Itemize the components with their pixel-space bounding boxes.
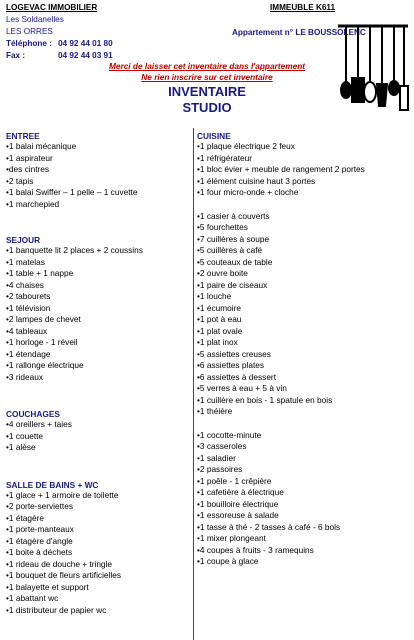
list-item: •1 mixer plongeant [197,533,266,543]
list-item: •1 couette [6,430,44,441]
list-item: •1 balai Swiffer – 1 pelle – 1 cuvette [6,187,138,197]
list-item: •4 coupes à fruits - 3 ramequins [197,544,314,555]
list-item: •1 porte-manteaux [6,524,74,534]
list-item: •5 cuillères à café [197,245,263,255]
list-item: •1 plaque électrique 2 feux [197,141,295,151]
list-item: •6 assiettes plates [197,360,265,370]
list-item: •1 matelas [6,256,45,267]
company-name: LOGEVAC IMMOBILIER [6,3,98,12]
list-item: •1 réfrigérateur [197,152,253,163]
list-item: •1 écumoire [197,302,241,313]
right-column [197,131,365,568]
page-title: INVENTAIRE [168,84,246,99]
fax-value: 04 92 44 03 91 [58,51,113,60]
notice-no-writing: Ne rien inscrire sur cet inventaire [141,72,273,82]
list-item: •6 assiettes à dessert [197,371,276,382]
list-item: •1 essoreuse à salade [197,510,279,520]
list-item: •2 ouvre boite [197,268,248,278]
phone-label: Téléphone : [6,39,52,48]
list-item: •1 rideau de douche + tringle [6,558,113,569]
list-item: •5 couteaux de table [197,256,273,267]
list-item: •1 étagère d'angle [6,535,73,546]
list-item: •1 plat inox [197,337,238,347]
list-item: •1 élément cuisine haut 3 portes [197,175,316,186]
list-item: •1 cocotte-minute [197,429,262,440]
list-item: •1 louche [197,291,232,301]
building-label: IMMEUBLE K611 [270,3,336,12]
list-item: •1 bouquet de fleurs artificielles [6,570,121,580]
list-item: •2 tapis [6,175,34,186]
list-item: •1 aspirateur [6,152,53,163]
list-item: •1 coupe à glace [197,556,259,566]
list-item: •4 oreillers + taies [6,419,72,429]
list-item: •7 cuillères à soupe [197,233,270,244]
list-item: •1 bouilloire électrique [197,498,279,509]
section-heading-entree: ENTREE [6,131,40,141]
list-item: •3 casseroles [197,441,247,451]
section-heading-sejour: SEJOUR [6,235,41,245]
list-item: •4 chaises [6,279,44,290]
list-item: •2 passoires [197,464,243,474]
phone-value: 04 92 44 01 80 [58,39,113,48]
list-item: •1 casier à couverts [197,210,270,221]
list-item: •1 distributeur de papier wc [6,604,107,615]
section-heading-salle-de-bains: SALLE DE BAINS + WC [6,479,99,490]
list-item: •des cintres [6,164,50,174]
list-item: •1 horloge - 1 réveil [6,337,78,347]
list-item: •1 boite à déchets [6,547,73,557]
list-item: •3 rideaux [6,371,44,382]
address-line-2: LES ORRES [6,27,53,36]
list-item: •1 balai mécanique [6,141,77,151]
list-item: •1 abattant wc [6,593,59,603]
list-item: •1 cafetière à électrique [197,487,284,497]
notice-keep-inventory: Merci de laisser cet inventaire dans l'appartement [108,61,306,71]
list-item: •1 banquette lit 2 places + 2 coussins [6,245,143,255]
page-subtitle: STUDIO [182,100,232,115]
list-item: •5 verres à eau + 5 à vin [197,383,287,393]
section-heading-couchages: COUCHAGES [6,409,60,419]
list-item: •1 saladier [197,452,236,463]
list-item: •1 glace + 1 armoire de toilette [6,489,119,500]
list-item: •1 paire de ciseaux [197,279,268,290]
list-item: •1 alèse [6,442,36,452]
list-item: •1 rallonge électrique [6,360,84,370]
list-item: •5 assiettes creuses [197,348,271,359]
list-item: •2 porte-serviettes [6,501,74,511]
address-line-1: Les Soldanelles [6,15,64,24]
list-item: •2 lampes de chevet [6,314,81,324]
left-column [6,131,143,616]
list-item: •1 table + 1 nappe [6,268,74,278]
list-item: •1 cuillère en bois - 1 spatule en bois [197,394,333,405]
list-item: •1 étagère [6,512,44,523]
apartment-label: Appartement n° LE BOUSSOLENC [232,28,366,37]
kitchen-utensils-icon [336,22,410,118]
list-item: •1 bloc évier + meuble de rangement 2 portes [197,164,365,174]
list-item: •5 fourchettes [197,222,248,232]
list-item: •1 balayette et support [6,581,89,592]
list-item: •1 poêle - 1 crêpière [197,475,272,486]
list-item: •1 plat ovale [197,325,243,336]
list-item: •2 tabourets [6,291,51,301]
list-item: •1 télévision [6,302,51,313]
list-item: •1 théière [197,406,233,416]
column-divider [193,128,194,640]
list-item: •1 four micro-onde + cloche [197,187,299,197]
list-item: •1 étendage [6,348,51,359]
section-heading-cuisine: CUISINE [197,131,231,141]
list-item: •1 marchepied [6,198,60,209]
fax-label: Fax : [6,51,26,60]
list-item: •1 tasse à thé - 2 tasses à café - 6 bols [197,521,341,532]
list-item: •1 pot à eau [197,314,242,324]
list-item: •4 tableaux [6,325,48,336]
